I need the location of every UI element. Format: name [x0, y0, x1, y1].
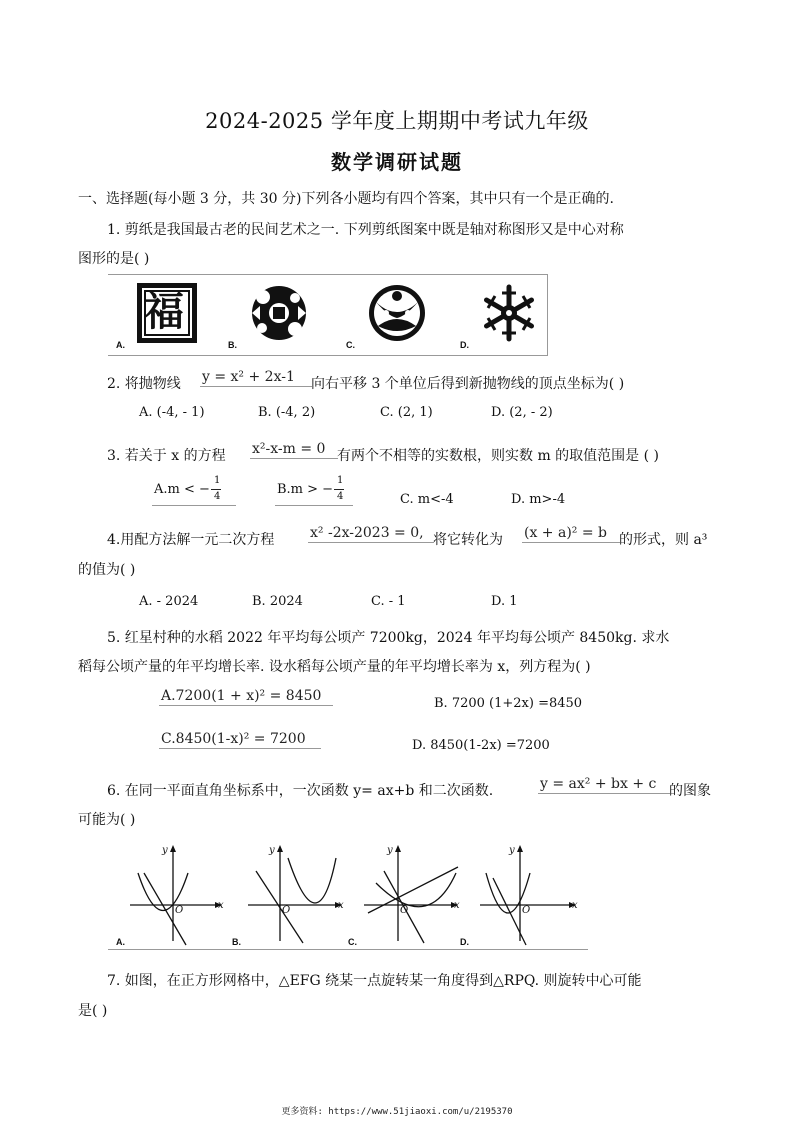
question-1-line-1: 1. 剪纸是我国最古老的民间艺术之一. 下列剪纸图案中既是轴对称图形又是中心对称 — [107, 222, 624, 238]
graph-b-x-label: x — [338, 900, 344, 911]
q3-option-a-numerator: 1 — [214, 475, 221, 486]
graph-a-x-label: x — [218, 900, 224, 911]
graph-b-y-label: y — [269, 845, 275, 856]
question-4-formula-2: (x + a)² = b — [522, 524, 620, 543]
q5-option-c: C.8450(1-x)² = 7200 — [159, 730, 321, 749]
question-3-prefix: 3. 若关于 x 的方程 — [107, 448, 226, 464]
graph-a-origin: O — [175, 905, 184, 916]
question-7-line-2: 是( ) — [78, 1003, 108, 1019]
q3-option-a-denominator: 4 — [214, 491, 221, 502]
q3-option-b-numerator: 1 — [337, 475, 344, 486]
question-5-line-2: 稻每公顷产量的年平均增长率. 设水稻每公顷产量的年平均增长率为 x，列方程为( ) — [78, 659, 591, 675]
question-7-line-1: 7. 如图，在正方形网格中，△EFG 绕某一点旋转某一角度得到△RPQ. 则旋转中心可能 — [107, 973, 642, 989]
exam-title: 2024-2025 学年度上期期中考试九年级 — [205, 109, 589, 133]
q3-option-d: D. m>-4 — [511, 492, 566, 507]
question-4-suffix: 的形式，则 a³ — [619, 532, 708, 548]
q2-option-b: B. (-4, 2) — [258, 405, 316, 420]
q4-option-a: A. - 2024 — [139, 594, 199, 609]
question-4-formula-1: x² -2x-2023 = 0, — [308, 524, 434, 543]
paper-cut-options-figure — [108, 274, 548, 356]
q1-option-c-label: C. — [346, 340, 355, 350]
graph-c-y-label: y — [387, 845, 393, 856]
graph-c-origin: O — [400, 905, 409, 916]
q5-option-b: B. 7200 (1+2x) =8450 — [434, 696, 583, 711]
q6-option-b-label: B. — [232, 937, 241, 947]
q5-option-a: A.7200(1 + x)² = 8450 — [159, 687, 333, 706]
graph-d-y-label: y — [509, 845, 515, 856]
q4-option-c: C. - 1 — [371, 594, 406, 609]
function-graphs-svg — [108, 843, 588, 950]
question-6-line-2: 可能为( ) — [78, 812, 136, 828]
q2-option-c: C. (2, 1) — [380, 405, 433, 420]
question-3-formula: x²-x-m = 0 — [250, 440, 338, 459]
footer-link[interactable]: 更多资料: https://www.51jiaoxi.com/u/2195370 — [281, 1107, 513, 1117]
fraction-bar — [211, 489, 221, 490]
q3-option-a — [152, 475, 236, 506]
q3-option-b-head: B.m > − — [277, 482, 334, 497]
q2-option-d: D. (2, - 2) — [491, 405, 553, 420]
function-graphs-figure — [108, 843, 588, 950]
question-2-prefix: 2. 将抛物线 — [107, 376, 181, 392]
graph-d-x-label: x — [572, 900, 578, 911]
q2-option-a: A. (-4, - 1) — [139, 405, 205, 420]
paper-cut-snowflake-image — [480, 284, 538, 342]
fraction-bar — [334, 489, 344, 490]
q6-option-a-label: A. — [116, 937, 125, 947]
graph-c-x-label: x — [454, 900, 460, 911]
graph-d-origin: O — [522, 905, 531, 916]
paper-cut-fu-glyph: 福 — [144, 288, 184, 335]
graph-a-y-label: y — [162, 845, 168, 856]
question-4-line-2: 的值为( ) — [78, 562, 136, 578]
q6-option-d-label: D. — [460, 937, 469, 947]
question-6-formula: y = ax² + bx + c — [538, 775, 670, 794]
q3-option-a-head: A.m < − — [154, 482, 210, 497]
q1-option-a-label: A. — [116, 340, 125, 350]
question-6-prefix: 6. 在同一平面直角坐标系中，一次函数 y= ax+b 和二次函数. — [107, 783, 494, 799]
question-4-prefix: 4.用配方法解一元二次方程 — [107, 532, 275, 548]
question-1-line-2: 图形的是( ) — [78, 251, 150, 267]
question-2-suffix: 向右平移 3 个单位后得到新抛物线的顶点坐标为( ) — [311, 376, 625, 392]
q3-option-c: C. m<-4 — [400, 492, 454, 507]
question-6-suffix: 的图象 — [669, 783, 711, 799]
question-2-formula: y = x² + 2x-1 — [200, 368, 312, 387]
q6-option-c-label: C. — [348, 937, 357, 947]
paper-cut-c-image — [366, 282, 428, 344]
question-5-line-1: 5. 红星村种的水稻 2022 年平均每公顷产 7200kg，2024 年平均每公顷产 8450kg. 求水 — [107, 630, 670, 646]
q1-option-d-label: D. — [460, 340, 469, 350]
question-4-middle: 将它转化为 — [433, 532, 503, 548]
paper-cut-b-image — [248, 282, 310, 344]
question-3-suffix: 有两个不相等的实数根，则实数 m 的取值范围是 ( ) — [337, 448, 659, 464]
q5-option-d: D. 8450(1-2x) =7200 — [412, 738, 550, 753]
q4-option-d: D. 1 — [491, 594, 518, 609]
q3-option-b-denominator: 4 — [337, 491, 344, 502]
q4-option-b: B. 2024 — [252, 594, 303, 609]
section-heading: 一、选择题(每小题 3 分，共 30 分)下列各小题均有四个答案，其中只有一个是正确的. — [78, 191, 614, 207]
graph-b-origin: O — [282, 905, 291, 916]
exam-subtitle: 数学调研试题 — [331, 150, 463, 174]
q3-option-b — [275, 475, 353, 506]
q1-option-b-label: B. — [228, 340, 237, 350]
